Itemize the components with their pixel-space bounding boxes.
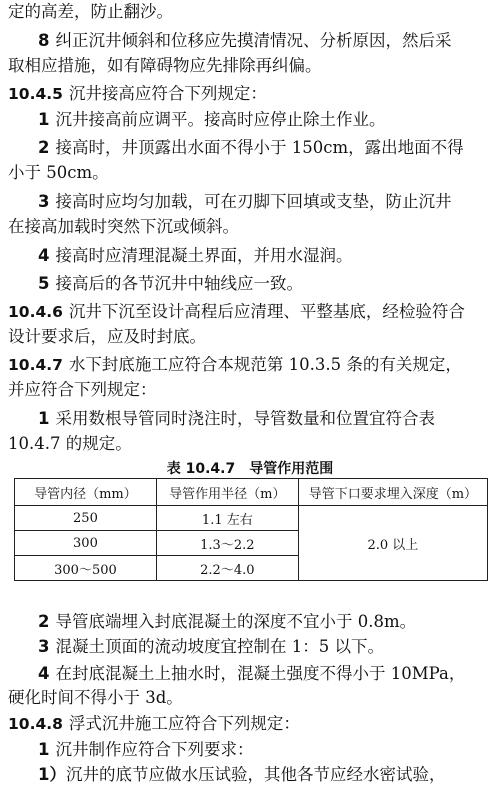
list-item-3: [38, 635, 492, 659]
table-cell: 1.3～2.2: [156, 531, 298, 556]
list-item-2: [38, 136, 492, 160]
header-cell: 导管作用半径（m）: [156, 479, 298, 506]
list-item-3: [38, 190, 492, 214]
item-text: 沉井接高前应调平。接高时应停止除土作业。: [55, 110, 386, 129]
list-item-8: [38, 29, 492, 53]
section-number: 10.4.5: [8, 85, 63, 103]
section-10-4-8: [8, 712, 492, 736]
item-number: 1）: [38, 765, 66, 784]
section-text: 浮式沉井施工应符合下列规定：: [68, 714, 300, 733]
list-item-1: [38, 108, 492, 132]
item-number: 2: [38, 138, 50, 157]
item-text: 采用数根导管同时浇注时，导管数量和位置宜符合表: [55, 409, 435, 428]
item-text: 接高时应清理混凝土界面，并用水湿润。: [55, 246, 353, 265]
table-cell: 300: [15, 531, 157, 556]
list-item-4: [38, 662, 492, 686]
section-number: 10.4.7: [8, 356, 63, 374]
pipe-range-table: [14, 478, 488, 581]
section-text: 沉井下沉至设计高程后应清理、平整基底，经检验符合: [68, 302, 465, 321]
item-text: 沉井的底节应做水压试验，其他各节应经水密试验，: [65, 765, 446, 784]
section-text: 沉井接高应符合下列规定：: [68, 84, 267, 103]
item-text: 导管底端埋入封底混凝土的深度不宜小于 0.8m。: [55, 612, 417, 631]
item-number: 1: [38, 740, 50, 759]
header-cell: 导管内径（mm）: [15, 479, 157, 506]
table-cell: 250: [15, 506, 157, 531]
item-number: 3: [38, 192, 50, 211]
table-cell-merged: 2.0 以上: [298, 506, 487, 581]
item-number: 4: [38, 246, 50, 265]
item-number: 1: [38, 409, 50, 428]
section-10-4-7: [8, 353, 492, 377]
item-text: 沉井制作应符合下列要求：: [55, 740, 254, 759]
text-line: 设计要求后，应及时封底。: [8, 327, 206, 346]
table-cell: 300～500: [15, 556, 157, 581]
section-10-4-6: [8, 300, 492, 324]
list-item-1: [38, 738, 492, 762]
text-line: 定的高差，防止翻沙。: [8, 2, 173, 21]
section-10-4-5: [8, 82, 492, 106]
item-number: 4: [38, 664, 50, 683]
list-item-1: [38, 407, 492, 431]
item-text: 接高时，井顶露出水面不得小于 150cm，露出地面不得: [55, 138, 464, 157]
list-item-5: [38, 272, 492, 296]
list-item-2: [38, 610, 492, 634]
item-number: 3: [38, 637, 50, 656]
section-number: 10.4.8: [8, 715, 63, 733]
text-line: 10.4.7 的规定。: [8, 434, 132, 453]
table-cell: 1.1 左右: [156, 506, 298, 531]
item-text: 混凝土顶面的流动坡度宜控制在 1：5 以下。: [55, 637, 384, 656]
item-number: 8: [38, 31, 50, 50]
item-number: 5: [38, 274, 50, 293]
table-header-row: [15, 479, 488, 506]
item-text: 接高后的各节沉井中轴线应一致。: [55, 274, 303, 293]
text-line: 并应符合下列规定：: [8, 380, 157, 399]
table-caption: 表 10.4.7 导管作用范围: [166, 461, 334, 477]
text-line: 取相应措施，如有障碍物应先排除再纠偏。: [8, 56, 322, 75]
table-cell: 2.2～4.0: [156, 556, 298, 581]
list-item-4: [38, 244, 492, 268]
text-line: 硬化时间不得小于 3d。: [8, 688, 183, 707]
table-row: [15, 506, 488, 531]
sub-item-1: [38, 763, 492, 787]
header-cell: 导管下口要求埋入深度（m）: [298, 479, 487, 506]
text-line: 在接高加载时突然下沉或倾斜。: [8, 217, 239, 236]
item-number: 2: [38, 612, 50, 631]
item-text: 接高时应均匀加载，可在刃脚下回填或支垫，防止沉井: [55, 192, 452, 211]
section-text: 水下封底施工应符合本规范第 10.3.5 条的有关规定，: [68, 355, 462, 374]
item-text: 在封底混凝土上抽水时，混凝土强度不得小于 10MPa，: [55, 664, 466, 683]
item-text: 纠正沉井倾斜和位移应先摸清情况、分析原因，然后采: [55, 31, 452, 50]
item-number: 1: [38, 110, 50, 129]
text-line: 小于 50cm。: [8, 163, 109, 182]
section-number: 10.4.6: [8, 303, 63, 321]
